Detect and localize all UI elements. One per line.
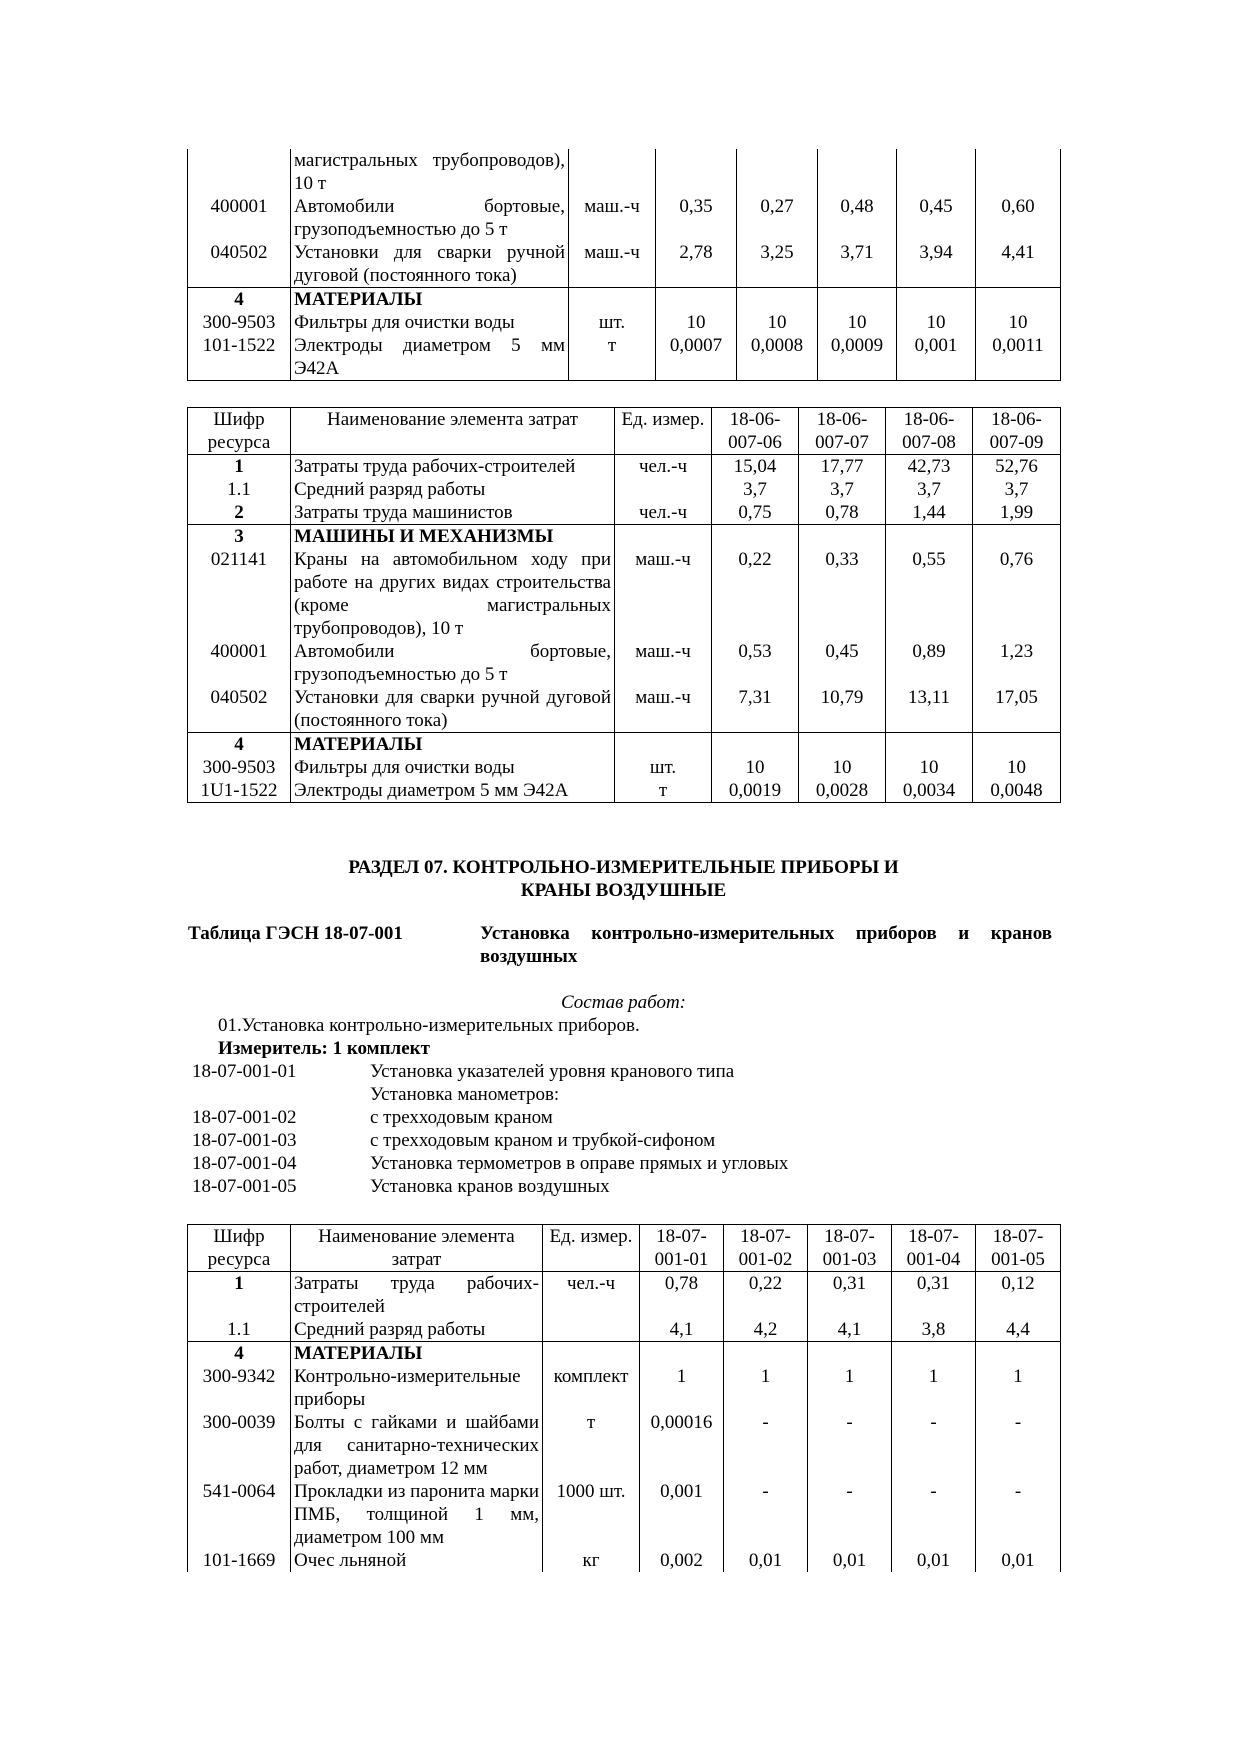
- cost-element-name: Краны на автомобильном ходу при работе на других видах строительства (кроме магистральных трубопроводов), 10 т: [291, 548, 615, 640]
- cost-element-name: Электроды диаметром 5 мм Э42А: [291, 334, 569, 381]
- value-cell: [892, 1342, 976, 1366]
- works-title: Состав работ:: [560, 992, 687, 1013]
- value-cell: 42,73: [886, 455, 973, 479]
- unit: чел.-ч: [615, 455, 712, 479]
- cost-element-name: Очес льняной: [291, 1549, 543, 1572]
- unit: чел.-ч: [615, 501, 712, 525]
- header-code: Шифр ресурса: [188, 1225, 291, 1272]
- value-cell: 0,53: [712, 640, 799, 686]
- value-cell: -: [808, 1411, 892, 1480]
- value-cell: [897, 288, 976, 312]
- cost-element-name: Затраты труда машинистов: [291, 501, 615, 525]
- value-cell: 0,002: [640, 1549, 724, 1572]
- value-cell: 0,01: [808, 1549, 892, 1572]
- value-cell: -: [892, 1411, 976, 1480]
- section-heading: МАТЕРИАЛЫ: [291, 1342, 543, 1366]
- section-title-line: РАЗДЕЛ 07. КОНТРОЛЬНО-ИЗМЕРИТЕЛЬНЫЕ ПРИБОРЫ И: [348, 857, 899, 878]
- resource-code: 400001: [188, 640, 291, 686]
- norm-code: 18-07-001-05: [192, 1176, 297, 1197]
- norm-code: 18-07-001-04: [192, 1153, 297, 1174]
- value-cell: [799, 733, 886, 757]
- value-cell: 0,22: [712, 548, 799, 640]
- value-cell: 0,75: [712, 501, 799, 525]
- table-row: [188, 149, 1061, 195]
- resource-code: 2: [188, 501, 291, 525]
- resource-code: 4: [188, 1342, 291, 1366]
- resource-code: 021141: [188, 548, 291, 640]
- unit: маш.-ч: [615, 686, 712, 733]
- table-header-row: [188, 408, 1061, 455]
- value-cell: 0,89: [886, 640, 973, 686]
- value-cell: 10: [656, 311, 737, 334]
- cost-element-name: Средний разряд работы: [291, 1318, 543, 1342]
- unit: [543, 1342, 640, 1366]
- value-cell: [724, 1342, 808, 1366]
- value-cell: 0,0007: [656, 334, 737, 381]
- value-cell: 0,48: [818, 195, 897, 241]
- unit: т: [543, 1411, 640, 1480]
- unit: кг: [543, 1549, 640, 1572]
- resource-code: 1.1: [188, 1318, 291, 1342]
- table-row: [188, 686, 1061, 733]
- unit: комплект: [543, 1365, 640, 1411]
- value-cell: 0,001: [897, 334, 976, 381]
- norm-description: Установка кранов воздушных: [370, 1176, 610, 1197]
- header-norm: 18-07-001-01: [640, 1225, 724, 1272]
- value-cell: -: [976, 1411, 1061, 1480]
- value-cell: [799, 525, 886, 549]
- header-norm: 18-06-007-09: [973, 408, 1061, 455]
- resource-code: 1: [188, 455, 291, 479]
- header-norm: 18-07-001-02: [724, 1225, 808, 1272]
- value-cell: [712, 525, 799, 549]
- value-cell: 7,31: [712, 686, 799, 733]
- resource-table-18-07-001: [187, 1224, 1061, 1572]
- value-cell: [886, 733, 973, 757]
- table-row: [188, 640, 1061, 686]
- value-cell: 3,7: [799, 478, 886, 501]
- unit: маш.-ч: [615, 548, 712, 640]
- table-row: [188, 1272, 1061, 1319]
- value-cell: 3,94: [897, 241, 976, 288]
- value-cell: 17,05: [973, 686, 1061, 733]
- value-cell: 2,78: [656, 241, 737, 288]
- resource-code: 040502: [188, 686, 291, 733]
- value-cell: [973, 733, 1061, 757]
- unit: т: [569, 334, 656, 381]
- resource-code: 1.1: [188, 478, 291, 501]
- norm-code: 18-07-001-01: [192, 1061, 297, 1082]
- value-cell: [737, 288, 818, 312]
- header-norm: 18-07-001-04: [892, 1225, 976, 1272]
- cost-element-name: Болты с гайками и шайбами для санитарно-технических работ, диаметром 12 мм: [291, 1411, 543, 1480]
- value-cell: 0,78: [640, 1272, 724, 1319]
- table-row: [188, 311, 1061, 334]
- value-cell: 4,4: [976, 1318, 1061, 1342]
- resource-code: 300-9503: [188, 311, 291, 334]
- value-cell: 1,99: [973, 501, 1061, 525]
- value-cell: 0,0011: [976, 334, 1061, 381]
- cost-element-name: Установки для сварки ручной дуговой (постоянного тока): [291, 241, 569, 288]
- resource-code: 101-1522: [188, 334, 291, 381]
- cost-element-name: Средний разряд работы: [291, 478, 615, 501]
- value-cell: 0,33: [799, 548, 886, 640]
- header-unit: Ед. измер.: [615, 408, 712, 455]
- value-cell: 13,11: [886, 686, 973, 733]
- header-norm: 18-07-001-03: [808, 1225, 892, 1272]
- cost-element-name: Установки для сварки ручной дуговой (постоянного тока): [291, 686, 615, 733]
- table-row: [188, 455, 1061, 479]
- value-cell: [640, 1342, 724, 1366]
- norm-description: Установка термометров в оправе прямых и угловых: [370, 1153, 789, 1174]
- value-cell: [712, 733, 799, 757]
- value-cell: 0,01: [724, 1549, 808, 1572]
- value-cell: 0,0048: [973, 779, 1061, 803]
- section-heading: МАШИНЫ И МЕХАНИЗМЫ: [291, 525, 615, 549]
- value-cell: 0,45: [897, 195, 976, 241]
- value-cell: 10: [818, 311, 897, 334]
- resource-code: 1U1-1522: [188, 779, 291, 803]
- cost-element-name: Автомобили бортовые, грузоподъемностью до 5 т: [291, 640, 615, 686]
- value-cell: 0,12: [976, 1272, 1061, 1319]
- value-cell: -: [724, 1411, 808, 1480]
- value-cell: 1: [808, 1365, 892, 1411]
- value-cell: [818, 288, 897, 312]
- value-cell: -: [976, 1480, 1061, 1549]
- header-code: Шифр ресурса: [188, 408, 291, 455]
- value-cell: 1: [892, 1365, 976, 1411]
- list-item: [192, 1060, 1052, 1083]
- header-norm: 18-06-007-07: [799, 408, 886, 455]
- resource-code: 040502: [188, 241, 291, 288]
- norm-description: с трехходовым краном: [370, 1107, 553, 1128]
- top-table: [187, 149, 1061, 381]
- value-cell: [808, 1342, 892, 1366]
- section-title-line: КРАНЫ ВОЗДУШНЫЕ: [520, 880, 727, 901]
- header-unit: Ед. измер.: [543, 1225, 640, 1272]
- resource-code: 4: [188, 288, 291, 312]
- value-cell: [897, 149, 976, 195]
- resource-code: 1: [188, 1272, 291, 1319]
- value-cell: 1: [724, 1365, 808, 1411]
- header-name: Наименование элемента затрат: [291, 408, 615, 455]
- value-cell: 4,41: [976, 241, 1061, 288]
- measure-unit: Измеритель: 1 комплект: [218, 1038, 430, 1059]
- norm-description: Установка манометров:: [370, 1084, 560, 1105]
- norm-description: с трехходовым краном и трубкой-сифоном: [370, 1130, 716, 1151]
- value-cell: 1: [640, 1365, 724, 1411]
- header-norm: 18-06-007-06: [712, 408, 799, 455]
- section-title: [187, 856, 1060, 902]
- value-cell: 10: [799, 756, 886, 779]
- unit: маш.-ч: [569, 241, 656, 288]
- value-cell: 1: [976, 1365, 1061, 1411]
- cost-element-name: Электроды диаметром 5 мм Э42А: [291, 779, 615, 803]
- unit: маш.-ч: [569, 195, 656, 241]
- resource-code: 300-9503: [188, 756, 291, 779]
- value-cell: [656, 288, 737, 312]
- resource-code: 300-0039: [188, 1411, 291, 1480]
- unit: маш.-ч: [615, 640, 712, 686]
- table-row: [188, 733, 1061, 757]
- value-cell: 10: [737, 311, 818, 334]
- cost-element-name: Контрольно-измерительные приборы: [291, 1365, 543, 1411]
- value-cell: 10: [886, 756, 973, 779]
- unit: чел.-ч: [543, 1272, 640, 1319]
- value-cell: [976, 1342, 1061, 1366]
- work-item: 01.Установка контрольно-измерительных приборов.: [218, 1015, 640, 1036]
- norm-codes-list: [192, 1060, 1052, 1198]
- table-row: [188, 1342, 1061, 1366]
- cost-element-name: Затраты труда рабочих-строителей: [291, 455, 615, 479]
- value-cell: -: [808, 1480, 892, 1549]
- unit: [615, 478, 712, 501]
- table-row: [188, 478, 1061, 501]
- unit: т: [615, 779, 712, 803]
- value-cell: 0,01: [892, 1549, 976, 1572]
- cost-element-name: Автомобили бортовые, грузоподъемностью до 5 т: [291, 195, 569, 241]
- value-cell: 4,2: [724, 1318, 808, 1342]
- value-cell: 4,1: [640, 1318, 724, 1342]
- resource-table-18-06-007: [187, 407, 1061, 803]
- value-cell: [886, 525, 973, 549]
- unit: [569, 288, 656, 312]
- value-cell: 52,76: [973, 455, 1061, 479]
- value-cell: 0,22: [724, 1272, 808, 1319]
- value-cell: 3,71: [818, 241, 897, 288]
- value-cell: 10: [712, 756, 799, 779]
- value-cell: 0,00016: [640, 1411, 724, 1480]
- value-cell: 10,79: [799, 686, 886, 733]
- cost-element-name: магистральных трубопроводов), 10 т: [291, 149, 569, 195]
- norm-code: 18-07-001-02: [192, 1107, 297, 1128]
- cost-element-name: Фильтры для очистки воды: [291, 756, 615, 779]
- value-cell: 10: [976, 311, 1061, 334]
- value-cell: 0,0008: [737, 334, 818, 381]
- value-cell: 0,001: [640, 1480, 724, 1549]
- unit: шт.: [569, 311, 656, 334]
- value-cell: 0,0019: [712, 779, 799, 803]
- section-heading: МАТЕРИАЛЫ: [291, 288, 569, 312]
- unit: [543, 1318, 640, 1342]
- unit: [615, 733, 712, 757]
- resource-code: 101-1669: [188, 1549, 291, 1572]
- table-label: Таблица ГЭСН 18-07-001: [188, 923, 403, 944]
- value-cell: [656, 149, 737, 195]
- cost-element-name: Затраты труда рабочих-строителей: [291, 1272, 543, 1319]
- resource-code: [188, 149, 291, 195]
- value-cell: 3,25: [737, 241, 818, 288]
- resource-code: 4: [188, 733, 291, 757]
- value-cell: -: [724, 1480, 808, 1549]
- list-item: [192, 1129, 1052, 1152]
- table-row: [188, 548, 1061, 640]
- value-cell: -: [892, 1480, 976, 1549]
- value-cell: [737, 149, 818, 195]
- value-cell: 0,0009: [818, 334, 897, 381]
- table-row: [188, 779, 1061, 803]
- resource-code: 541-0064: [188, 1480, 291, 1549]
- unit: 1000 шт.: [543, 1480, 640, 1549]
- value-cell: 10: [897, 311, 976, 334]
- unit: [569, 149, 656, 195]
- unit: шт.: [615, 756, 712, 779]
- value-cell: 0,27: [737, 195, 818, 241]
- value-cell: 0,31: [892, 1272, 976, 1319]
- table-row: [188, 1549, 1061, 1572]
- table-row: [188, 334, 1061, 381]
- table-row: [188, 756, 1061, 779]
- table-row: [188, 1411, 1061, 1480]
- value-cell: 0,31: [808, 1272, 892, 1319]
- unit: [615, 525, 712, 549]
- list-item: [192, 1106, 1052, 1129]
- list-item: [192, 1083, 1052, 1106]
- value-cell: 0,76: [973, 548, 1061, 640]
- table-header-row: [188, 1225, 1061, 1272]
- value-cell: 10: [973, 756, 1061, 779]
- resource-code: 400001: [188, 195, 291, 241]
- cost-element-name: Фильтры для очистки воды: [291, 311, 569, 334]
- value-cell: 0,35: [656, 195, 737, 241]
- table-row: [188, 1365, 1061, 1411]
- header-name: Наименование элемента затрат: [291, 1225, 543, 1272]
- norm-description: Установка указателей уровня кранового типа: [370, 1061, 735, 1082]
- value-cell: 0,55: [886, 548, 973, 640]
- table-row: [188, 1318, 1061, 1342]
- section-heading: МАТЕРИАЛЫ: [291, 733, 615, 757]
- header-norm: 18-07-001-05: [976, 1225, 1061, 1272]
- value-cell: [976, 288, 1061, 312]
- value-cell: 0,45: [799, 640, 886, 686]
- table-row: [188, 241, 1061, 288]
- table-row: [188, 195, 1061, 241]
- cost-element-name: Прокладки из паронита марки ПМБ, толщиной 1 мм, диаметром 100 мм: [291, 1480, 543, 1549]
- table-name: Установка контрольно-измерительных приборов и кранов воздушных: [480, 923, 1052, 967]
- value-cell: 4,1: [808, 1318, 892, 1342]
- table-row: [188, 501, 1061, 525]
- value-cell: 15,04: [712, 455, 799, 479]
- table-row: [188, 1480, 1061, 1549]
- value-cell: 0,0028: [799, 779, 886, 803]
- value-cell: 1,44: [886, 501, 973, 525]
- resource-code: 3: [188, 525, 291, 549]
- table-row: [188, 525, 1061, 549]
- value-cell: 17,77: [799, 455, 886, 479]
- value-cell: 3,7: [712, 478, 799, 501]
- value-cell: 0,60: [976, 195, 1061, 241]
- list-item: [192, 1152, 1052, 1175]
- value-cell: 3,7: [973, 478, 1061, 501]
- list-item: [192, 1175, 1052, 1198]
- value-cell: [818, 149, 897, 195]
- value-cell: 0,01: [976, 1549, 1061, 1572]
- value-cell: [976, 149, 1061, 195]
- norm-code: 18-07-001-03: [192, 1130, 297, 1151]
- resource-code: 300-9342: [188, 1365, 291, 1411]
- value-cell: 0,78: [799, 501, 886, 525]
- value-cell: 3,7: [886, 478, 973, 501]
- value-cell: 1,23: [973, 640, 1061, 686]
- value-cell: [973, 525, 1061, 549]
- value-cell: 0,0034: [886, 779, 973, 803]
- value-cell: 3,8: [892, 1318, 976, 1342]
- table-row: [188, 288, 1061, 312]
- header-norm: 18-06-007-08: [886, 408, 973, 455]
